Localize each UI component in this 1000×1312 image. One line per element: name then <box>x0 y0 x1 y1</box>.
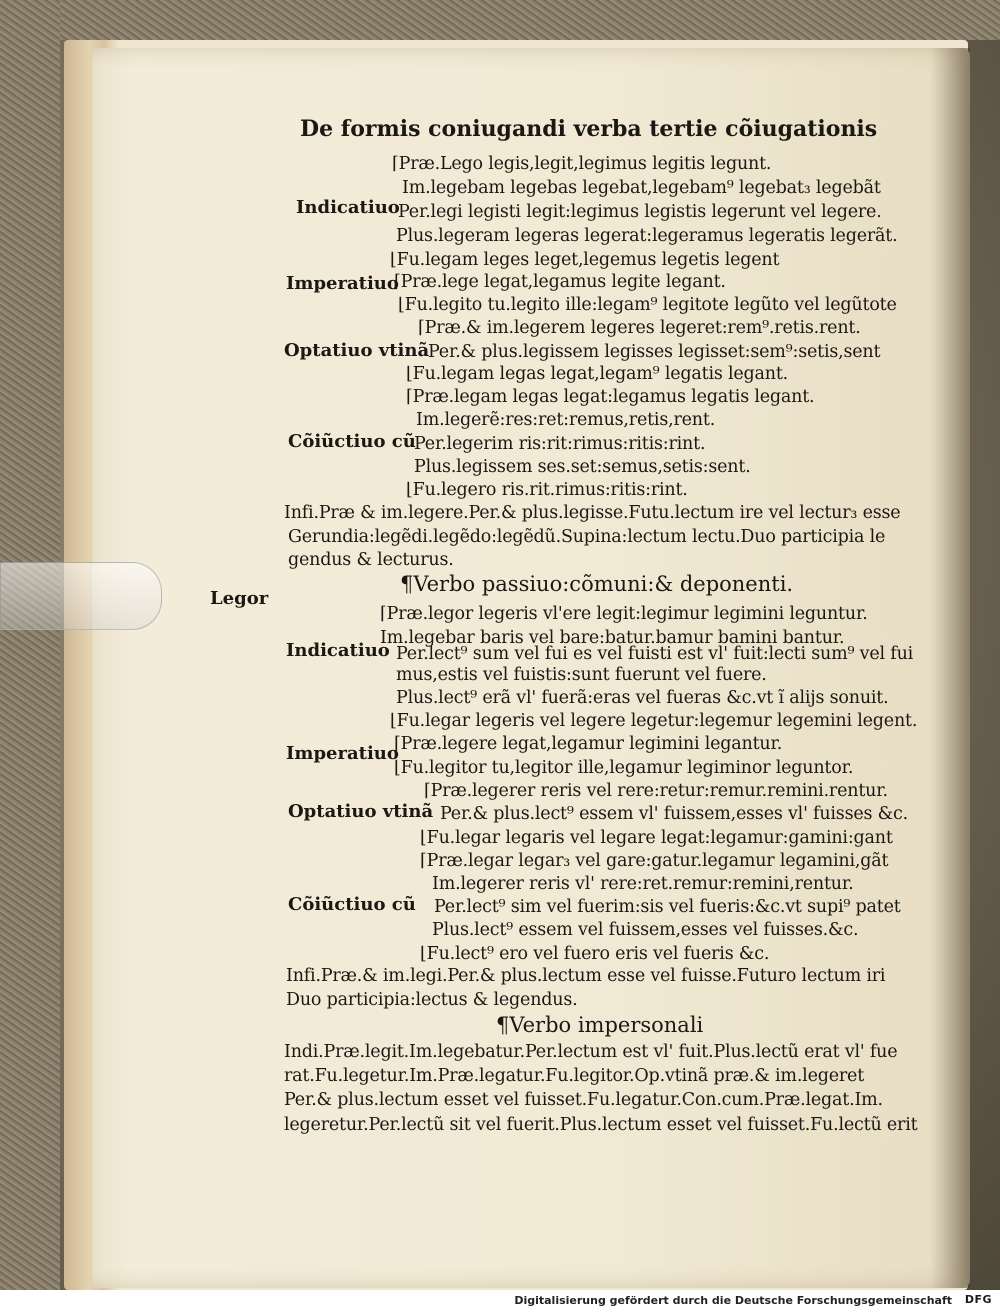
text-line: ⌊Fu.legar legeris vel legere legetur:legemur legemini legent. <box>390 711 918 731</box>
text-line: Indi.Præ.legit.Im.legebatur.Per.lectum est vl' fuit.Plus.lectũ erat vl' fue <box>284 1042 898 1062</box>
text-line: Per.legi legisti legit:legimus legistis legerunt vel legere. <box>398 202 882 222</box>
text-line: ⌊Fu.legar legaris vel legare legat:legamur:gamini:gant <box>420 828 893 848</box>
text-line: Duo participia:lectus & legendus. <box>286 990 578 1010</box>
text-line: Plus.lect⁹ essem vel fuissem,esses vel fuisses.&c. <box>432 920 859 940</box>
mood-label-optativo: Optatiuo vtinã <box>284 340 430 361</box>
text-line: ⌊Fu.legam leges leget,legemus legetis legent <box>390 250 780 270</box>
page-gutter-shadow <box>930 48 970 1288</box>
mood-label-imperativo: Imperatiuo <box>286 743 399 764</box>
mood-label-imperativo: Imperatiuo <box>286 273 399 294</box>
text-line: Per.& plus.lectum esset vel fuisset.Fu.legatur.Con.cum.Præ.legat.Im. <box>284 1090 883 1110</box>
mood-label-optativo: Optatiuo vtinã <box>288 801 434 822</box>
text-line: Infi.Præ & im.legere.Per.& plus.legisse.Futu.lectum ire vel lectur₃ esse <box>284 503 901 523</box>
text-line: ⌊Fu.legito tu.legito ille:legam⁹ legitote legũto vel legũtote <box>398 295 897 315</box>
text-line: ⌈Præ.legam legas legat:legamus legatis legant. <box>406 387 815 407</box>
text-line: ⌊Fu.legero ris.rit.rimus:ritis:rint. <box>406 480 688 500</box>
text-line: Infi.Præ.& im.legi.Per.& plus.lectum esse vel fuisse.Futuro lectum iri <box>286 966 886 986</box>
dfg-logo: DFG <box>964 1293 992 1306</box>
text-line: ⌈Præ.Lego legis,legit,legimus legitis legunt. <box>392 154 772 174</box>
text-line: Per.& plus.lect⁹ essem vl' fuissem,esses vl' fuisses &c. <box>440 804 908 824</box>
text-line: ⌈Præ.legere legat,legamur legimini legantur. <box>394 734 783 754</box>
mood-label-indicativo: Indicatiuo <box>286 640 390 661</box>
text-line: Plus.legissem ses.set:semus,setis:sent. <box>414 457 751 477</box>
section-heading-impersonal: ¶Verbo impersonali <box>496 1013 704 1037</box>
footer-credit: Digitalisierung gefördert durch die Deutsche Forschungsgemeinschaft <box>514 1294 952 1307</box>
text-line: ⌊Fu.legam legas legat,legam⁹ legatis legant. <box>406 364 789 384</box>
book-board-top <box>0 0 1000 40</box>
footer-bar <box>0 1290 1000 1312</box>
text-line: ⌈Præ.& im.legerem legeres legeret:rem⁹.retis.rent. <box>418 318 861 338</box>
margin-word: Legor <box>210 588 269 609</box>
text-line: ⌈Præ.legar legar₃ vel gare:gatur.legamur legamini,gãt <box>420 851 889 871</box>
text-line: ⌈Præ.legor legeris vl'ere legit:legimur legimini leguntur. <box>380 604 868 624</box>
text-line: Im.legerẽ:res:ret:remus,retis,rent. <box>416 410 716 430</box>
page-heading: De formis coniugandi verba tertie cõiugationis <box>300 116 878 142</box>
text-line: Per.legerim ris:rit:rimus:ritis:rint. <box>414 434 706 454</box>
text-line: Im.legebam legebas legebat,legebam⁹ legebat₃ legebãt <box>402 178 881 198</box>
mood-label-coniunctivo: Cõiũctiuo cũ <box>288 894 416 915</box>
text-line: ⌊Fu.lect⁹ ero vel fuero eris vel fueris &c. <box>420 944 770 964</box>
text-line: Im.legerer reris vl' rere:ret.remur:remini,rentur. <box>432 874 854 894</box>
text-line: Per.lect⁹ sum vel fui es vel fuisti est vl' fuit:lecti sum⁹ vel fui <box>396 644 914 664</box>
text-line: ⌈Præ.legerer reris vel rere:retur:remur.remini.rentur. <box>424 781 888 801</box>
mood-label-indicativo: Indicatiuo <box>296 197 400 218</box>
text-line: Plus.legeram legeras legerat:legeramus legeratis legerãt. <box>396 226 898 246</box>
book-board-left <box>0 0 60 1290</box>
text-line: Gerundia:legẽdi.legẽdo:legẽdũ.Supina:lectum lectu.Duo participia le <box>288 527 886 547</box>
text-line: legeretur.Per.lectũ sit vel fuerit.Plus.lectum esset vel fuisset.Fu.lectũ erit <box>284 1115 918 1135</box>
text-line: Per.lect⁹ sim vel fuerim:sis vel fueris:&c.vt supi⁹ patet <box>434 897 901 917</box>
section-heading-passive: ¶Verbo passiuo:cõmuni:& deponenti. <box>400 572 794 596</box>
text-line: ⌊Fu.legitor tu,legitor ille,legamur legiminor leguntor. <box>394 758 854 778</box>
text-line: rat.Fu.legetur.Im.Præ.legatur.Fu.legitor.Op.vtinã præ.& im.legeret <box>284 1066 865 1086</box>
mood-label-coniunctivo: Cõiũctiuo cũ <box>288 431 416 452</box>
text-line: ⌈Præ.lege legat,legamus legite legant. <box>394 272 726 292</box>
text-line: gendus & lecturus. <box>288 550 454 570</box>
page-clip <box>0 562 162 630</box>
text-line: Per.& plus.legissem legisses legisset:sem⁹:setis,sent <box>428 342 881 362</box>
text-line: mus,estis vel fuistis:sunt fuerunt vel fuere. <box>396 665 767 685</box>
text-line: Im.legebar baris vel bare:batur.bamur bamini bantur. <box>380 628 845 648</box>
text-line: Plus.lect⁹ erã vl' fuerã:eras vel fueras &c.vt ĩ alijs sonuit. <box>396 688 889 708</box>
